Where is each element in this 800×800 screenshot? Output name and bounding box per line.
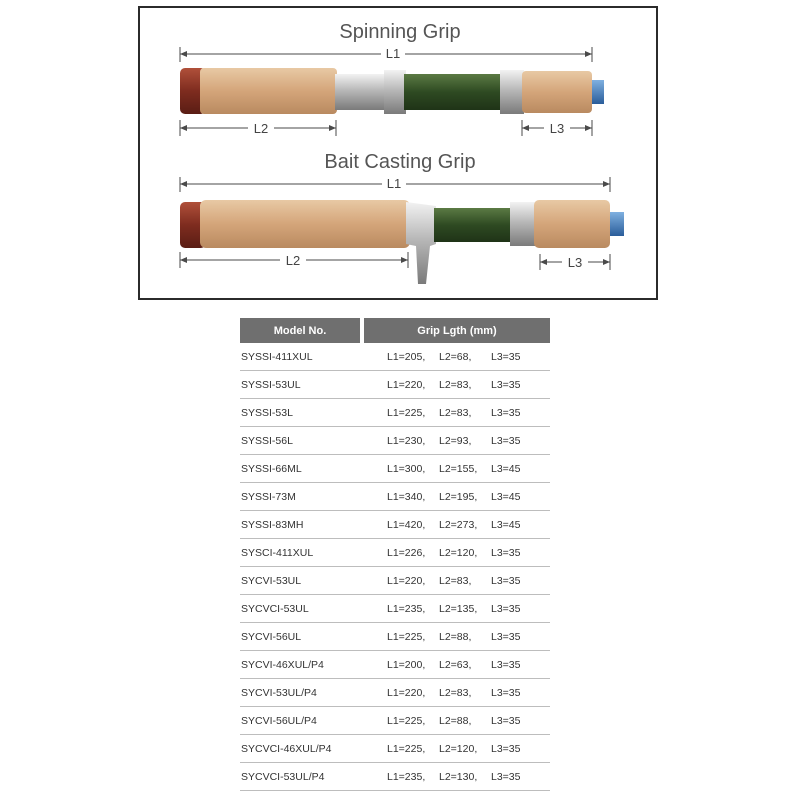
grip-l3-value: L3=35 [491, 546, 521, 559]
grip-l1-value: L1=200, [387, 658, 426, 671]
grip-l2-value: L2=135, [439, 602, 478, 615]
grip-l1-value: L1=225, [387, 714, 426, 727]
table-header-row [240, 318, 550, 343]
grip-l1-value: L1=340, [387, 490, 426, 503]
grip-l1-value: L1=300, [387, 462, 426, 475]
grip-l3-value: L3=35 [491, 406, 521, 419]
table-row [240, 539, 550, 567]
grip-length-table [240, 318, 550, 791]
spinning-l1-dimension [180, 46, 592, 62]
grip-l2-value: L2=68, [439, 350, 472, 363]
grip-length-cell [362, 735, 550, 763]
baitcasting-l2-label: L2 [285, 253, 301, 268]
grip-l3-value: L3=35 [491, 658, 521, 671]
grip-l1-value: L1=230, [387, 434, 426, 447]
grip-l1-value: L1=225, [387, 630, 426, 643]
model-number-cell: SYSSI-53L [240, 399, 362, 427]
grip-l2-value: L2=273, [439, 518, 478, 531]
grip-l3-value: L3=45 [491, 490, 521, 503]
model-number-cell: SYCVCI-46XUL/P4 [240, 735, 362, 763]
spinning-l3-dimension [522, 120, 592, 136]
model-number-cell: SYCVCI-53UL [240, 595, 362, 623]
grip-l2-value: L2=83, [439, 406, 472, 419]
grip-l1-value: L1=220, [387, 574, 426, 587]
table-row [240, 735, 550, 763]
grip-l2-value: L2=83, [439, 378, 472, 391]
grip-length-cell [362, 483, 550, 511]
grip-length-cell [362, 651, 550, 679]
grip-length-cell [362, 399, 550, 427]
table-row [240, 707, 550, 735]
spinning-l2-label: L2 [253, 121, 269, 136]
model-number-cell: SYSSI-66ML [240, 455, 362, 483]
grip-length-cell [362, 371, 550, 399]
grip-l3-value: L3=35 [491, 686, 521, 699]
grip-l3-value: L3=35 [491, 714, 521, 727]
grip-length-cell [362, 567, 550, 595]
grip-l1-value: L1=420, [387, 518, 426, 531]
table-row [240, 343, 550, 371]
grip-l1-value: L1=205, [387, 350, 426, 363]
table-body [240, 343, 550, 791]
spinning-l2-dimension [180, 120, 336, 136]
grip-l1-value: L1=235, [387, 770, 426, 783]
baitcasting-l1-dimension [180, 176, 610, 192]
grip-diagram [138, 6, 658, 300]
grip-l1-value: L1=225, [387, 406, 426, 419]
model-number-cell: SYCVI-53UL [240, 567, 362, 595]
spinning-l1-label: L1 [385, 46, 401, 61]
table-row [240, 623, 550, 651]
grip-diagram-svg [140, 8, 656, 298]
table-row [240, 455, 550, 483]
model-number-cell: SYSSI-56L [240, 427, 362, 455]
grip-l3-value: L3=35 [491, 350, 521, 363]
grip-l1-value: L1=235, [387, 602, 426, 615]
grip-l2-value: L2=88, [439, 714, 472, 727]
grip-length-cell [362, 623, 550, 651]
model-number-cell: SYCVI-46XUL/P4 [240, 651, 362, 679]
grip-l2-value: L2=93, [439, 434, 472, 447]
grip-length-cell [362, 343, 550, 371]
grip-l2-value: L2=120, [439, 742, 478, 755]
grip-l3-value: L3=35 [491, 630, 521, 643]
grip-l1-value: L1=220, [387, 686, 426, 699]
grip-l1-value: L1=225, [387, 742, 426, 755]
grip-l2-value: L2=63, [439, 658, 472, 671]
grip-length-cell [362, 595, 550, 623]
table-row [240, 427, 550, 455]
spinning-l3-label: L3 [549, 121, 565, 136]
grip-length-cell [362, 763, 550, 791]
table-row [240, 595, 550, 623]
grip-l3-value: L3=45 [491, 462, 521, 475]
table-row [240, 567, 550, 595]
grip-length-cell [362, 539, 550, 567]
model-number-cell: SYSSI-411XUL [240, 343, 362, 371]
grip-l2-value: L2=83, [439, 686, 472, 699]
spinning-grip-title: Spinning Grip [339, 21, 461, 43]
baitcasting-l3-label: L3 [567, 255, 583, 270]
grip-l1-value: L1=226, [387, 546, 426, 559]
grip-l3-value: L3=45 [491, 518, 521, 531]
grip-l1-value: L1=220, [387, 378, 426, 391]
grip-l3-value: L3=35 [491, 742, 521, 755]
baitcasting-grip-title: Bait Casting Grip [324, 151, 476, 173]
model-column-header: Model No. [240, 318, 362, 343]
baitcasting-l3-dimension [540, 254, 610, 270]
model-number-cell: SYSSI-53UL [240, 371, 362, 399]
table-row [240, 679, 550, 707]
baitcasting-l1-label: L1 [386, 176, 402, 191]
grip-length-cell [362, 427, 550, 455]
table-row [240, 511, 550, 539]
grip-l3-value: L3=35 [491, 770, 521, 783]
table-row [240, 399, 550, 427]
grip-l3-value: L3=35 [491, 574, 521, 587]
model-number-cell: SYCVI-56UL [240, 623, 362, 651]
model-number-cell: SYSSI-73M [240, 483, 362, 511]
grip-l2-value: L2=130, [439, 770, 478, 783]
grip-length-cell [362, 707, 550, 735]
baitcasting-grip-illustration [180, 200, 624, 284]
grip-l3-value: L3=35 [491, 434, 521, 447]
grip-l2-value: L2=155, [439, 462, 478, 475]
grip-length-cell [362, 455, 550, 483]
table-row [240, 763, 550, 791]
spinning-grip-illustration [180, 68, 604, 114]
grip-length-column-header: Grip Lgth (mm) [362, 318, 550, 343]
grip-l2-value: L2=88, [439, 630, 472, 643]
model-number-cell: SYCVI-56UL/P4 [240, 707, 362, 735]
table-row [240, 483, 550, 511]
grip-l3-value: L3=35 [491, 602, 521, 615]
baitcasting-l2-dimension [180, 252, 408, 268]
grip-l2-value: L2=120, [439, 546, 478, 559]
grip-length-cell [362, 511, 550, 539]
grip-l2-value: L2=83, [439, 574, 472, 587]
table-row [240, 651, 550, 679]
model-number-cell: SYCVI-53UL/P4 [240, 679, 362, 707]
model-number-cell: SYSCI-411XUL [240, 539, 362, 567]
grip-l3-value: L3=35 [491, 378, 521, 391]
model-number-cell: SYSSI-83MH [240, 511, 362, 539]
grip-l2-value: L2=195, [439, 490, 478, 503]
grip-length-cell [362, 679, 550, 707]
model-number-cell: SYCVCI-53UL/P4 [240, 763, 362, 791]
table-row [240, 371, 550, 399]
